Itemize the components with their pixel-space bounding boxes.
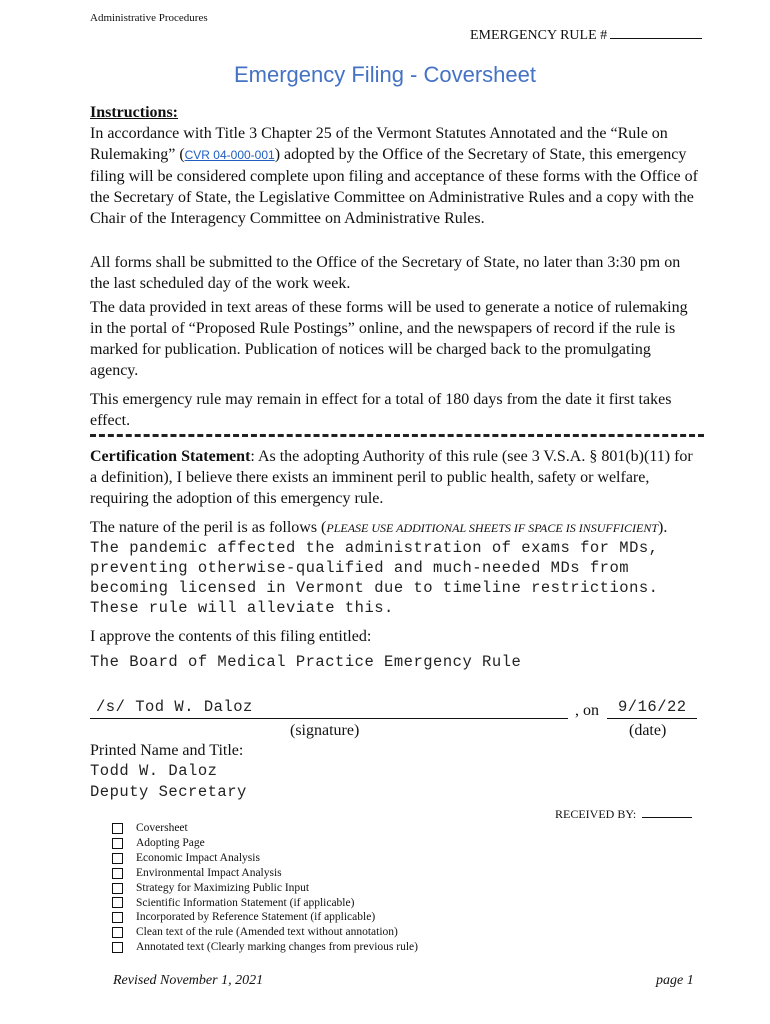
footer-revised: Revised November 1, 2021: [113, 973, 264, 988]
instructions-paragraph-4: This emergency rule may remain in effect for a total of 180 days from the date it first takes effect.: [90, 391, 672, 429]
printed-name-label: Printed Name and Title:: [90, 742, 244, 759]
header-category: Administrative Procedures: [90, 12, 208, 24]
checkbox[interactable]: [112, 838, 123, 849]
checklist-item[interactable]: [112, 910, 418, 925]
checkbox[interactable]: [112, 897, 123, 908]
approval-label: I approve the contents of this filing entitled:: [90, 628, 372, 645]
printed-title-field[interactable]: Deputy Secretary: [90, 783, 247, 801]
checklist-label: Economic Impact Analysis: [136, 851, 260, 864]
p1-text-after: ) adopted by the Office of the Secretary of State, this emergency filing will be considered complete upon filing and acceptance of these forms with the Office of the Secretary of State, the Legislative Committee on Administrative Rules and a copy with the Chair of the Interagency Committee on Administrative Rules.: [90, 146, 698, 227]
checklist-label: Annotated text (Clearly marking changes from previous rule): [136, 941, 418, 954]
received-by: [555, 807, 692, 822]
checkbox[interactable]: [112, 868, 123, 879]
checklist-item[interactable]: [112, 821, 418, 836]
filing-title-field[interactable]: The Board of Medical Practice Emergency Rule: [90, 653, 522, 671]
document-checklist: [112, 821, 418, 955]
checklist-label: Adopting Page: [136, 836, 205, 849]
cvr-link[interactable]: CVR 04-000-001: [184, 148, 275, 162]
instructions-paragraph-2: All forms shall be submitted to the Office of the Secretary of State, no later than 3:30 pm on the last scheduled day of the work week.: [90, 254, 681, 292]
peril-field-value[interactable]: The pandemic affected the administration of exams for MDs, preventing otherwise-qualified and much-needed MDs from becoming licensed in Vermont due to timeline restrictions. These rule will alleviate this.: [90, 539, 659, 617]
certification-text: : As the adopting Authority of this rule (see 3 V.S.A. § 801(b)(11) for a definition), I believe there exists an imminent peril to public health, safety or welfare, requiring the adoption of this emergency rule.: [90, 448, 693, 507]
checklist-item[interactable]: [112, 881, 418, 896]
received-by-label: RECEIVED BY:: [555, 807, 637, 821]
page-title: Emergency Filing - Coversheet: [233, 62, 536, 87]
checklist-item[interactable]: [112, 866, 418, 881]
checkbox[interactable]: [112, 942, 123, 953]
checklist-label: Environmental Impact Analysis: [136, 866, 282, 879]
checklist-item[interactable]: [112, 925, 418, 940]
checklist-item[interactable]: [112, 896, 418, 911]
checkbox[interactable]: [112, 823, 123, 834]
peril-close: ).: [658, 519, 668, 536]
checkbox[interactable]: [112, 912, 123, 923]
received-by-blank[interactable]: [642, 808, 692, 818]
checklist-item[interactable]: [112, 836, 418, 851]
section-divider: [90, 434, 704, 440]
emergency-rule-label: EMERGENCY RULE #: [470, 28, 608, 43]
checklist-item[interactable]: [112, 940, 418, 955]
checkbox[interactable]: [112, 883, 123, 894]
certification-label: Certification Statement: [90, 448, 251, 465]
rule-number-blank[interactable]: [610, 26, 702, 39]
checklist-label: Incorporated by Reference Statement (if applicable): [136, 911, 376, 924]
peril-description: [90, 518, 702, 618]
printed-name-field[interactable]: Todd W. Daloz: [90, 762, 218, 780]
emergency-rule-number: [470, 26, 702, 44]
p1-text-before: In accordance with Title 3 Chapter 25 of the Vermont Statutes Annotated and the “Rule on Rulemaking” (: [90, 125, 668, 163]
checklist-label: Scientific Information Statement (if applicable): [136, 896, 355, 909]
checkbox[interactable]: [112, 927, 123, 938]
date-line: [607, 718, 697, 719]
checklist-label: Coversheet: [136, 822, 188, 834]
on-label: , on: [575, 702, 599, 719]
signature-caption: (signature): [290, 722, 360, 739]
instructions-paragraph-1: [90, 123, 702, 229]
peril-intro: The nature of the peril is as follows (: [90, 519, 327, 536]
date-caption: (date): [629, 722, 667, 739]
date-field[interactable]: 9/16/22: [618, 698, 687, 716]
checklist-label: Strategy for Maximizing Public Input: [136, 881, 310, 894]
footer-page-number: page 1: [656, 973, 694, 988]
instructions-paragraph-3: The data provided in text areas of these forms will be used to generate a notice of rulemaking in the portal of “Proposed Rule Postings” online, and the newspapers of record if the rule is marked for publication. Publication of notices will be charged back to the promulgating agency.: [90, 299, 688, 379]
checklist-item[interactable]: [112, 851, 418, 866]
signature-line: [90, 718, 568, 719]
certification-statement: [90, 446, 702, 509]
checklist-label: Clean text of the rule (Amended text without annotation): [136, 926, 398, 939]
signature-field[interactable]: /s/ Tod W. Daloz: [96, 698, 253, 716]
checkbox[interactable]: [112, 853, 123, 864]
peril-note: PLEASE USE ADDITIONAL SHEETS IF SPACE IS INSUFFICIENT: [326, 521, 659, 535]
instructions-heading: Instructions:: [90, 104, 179, 121]
